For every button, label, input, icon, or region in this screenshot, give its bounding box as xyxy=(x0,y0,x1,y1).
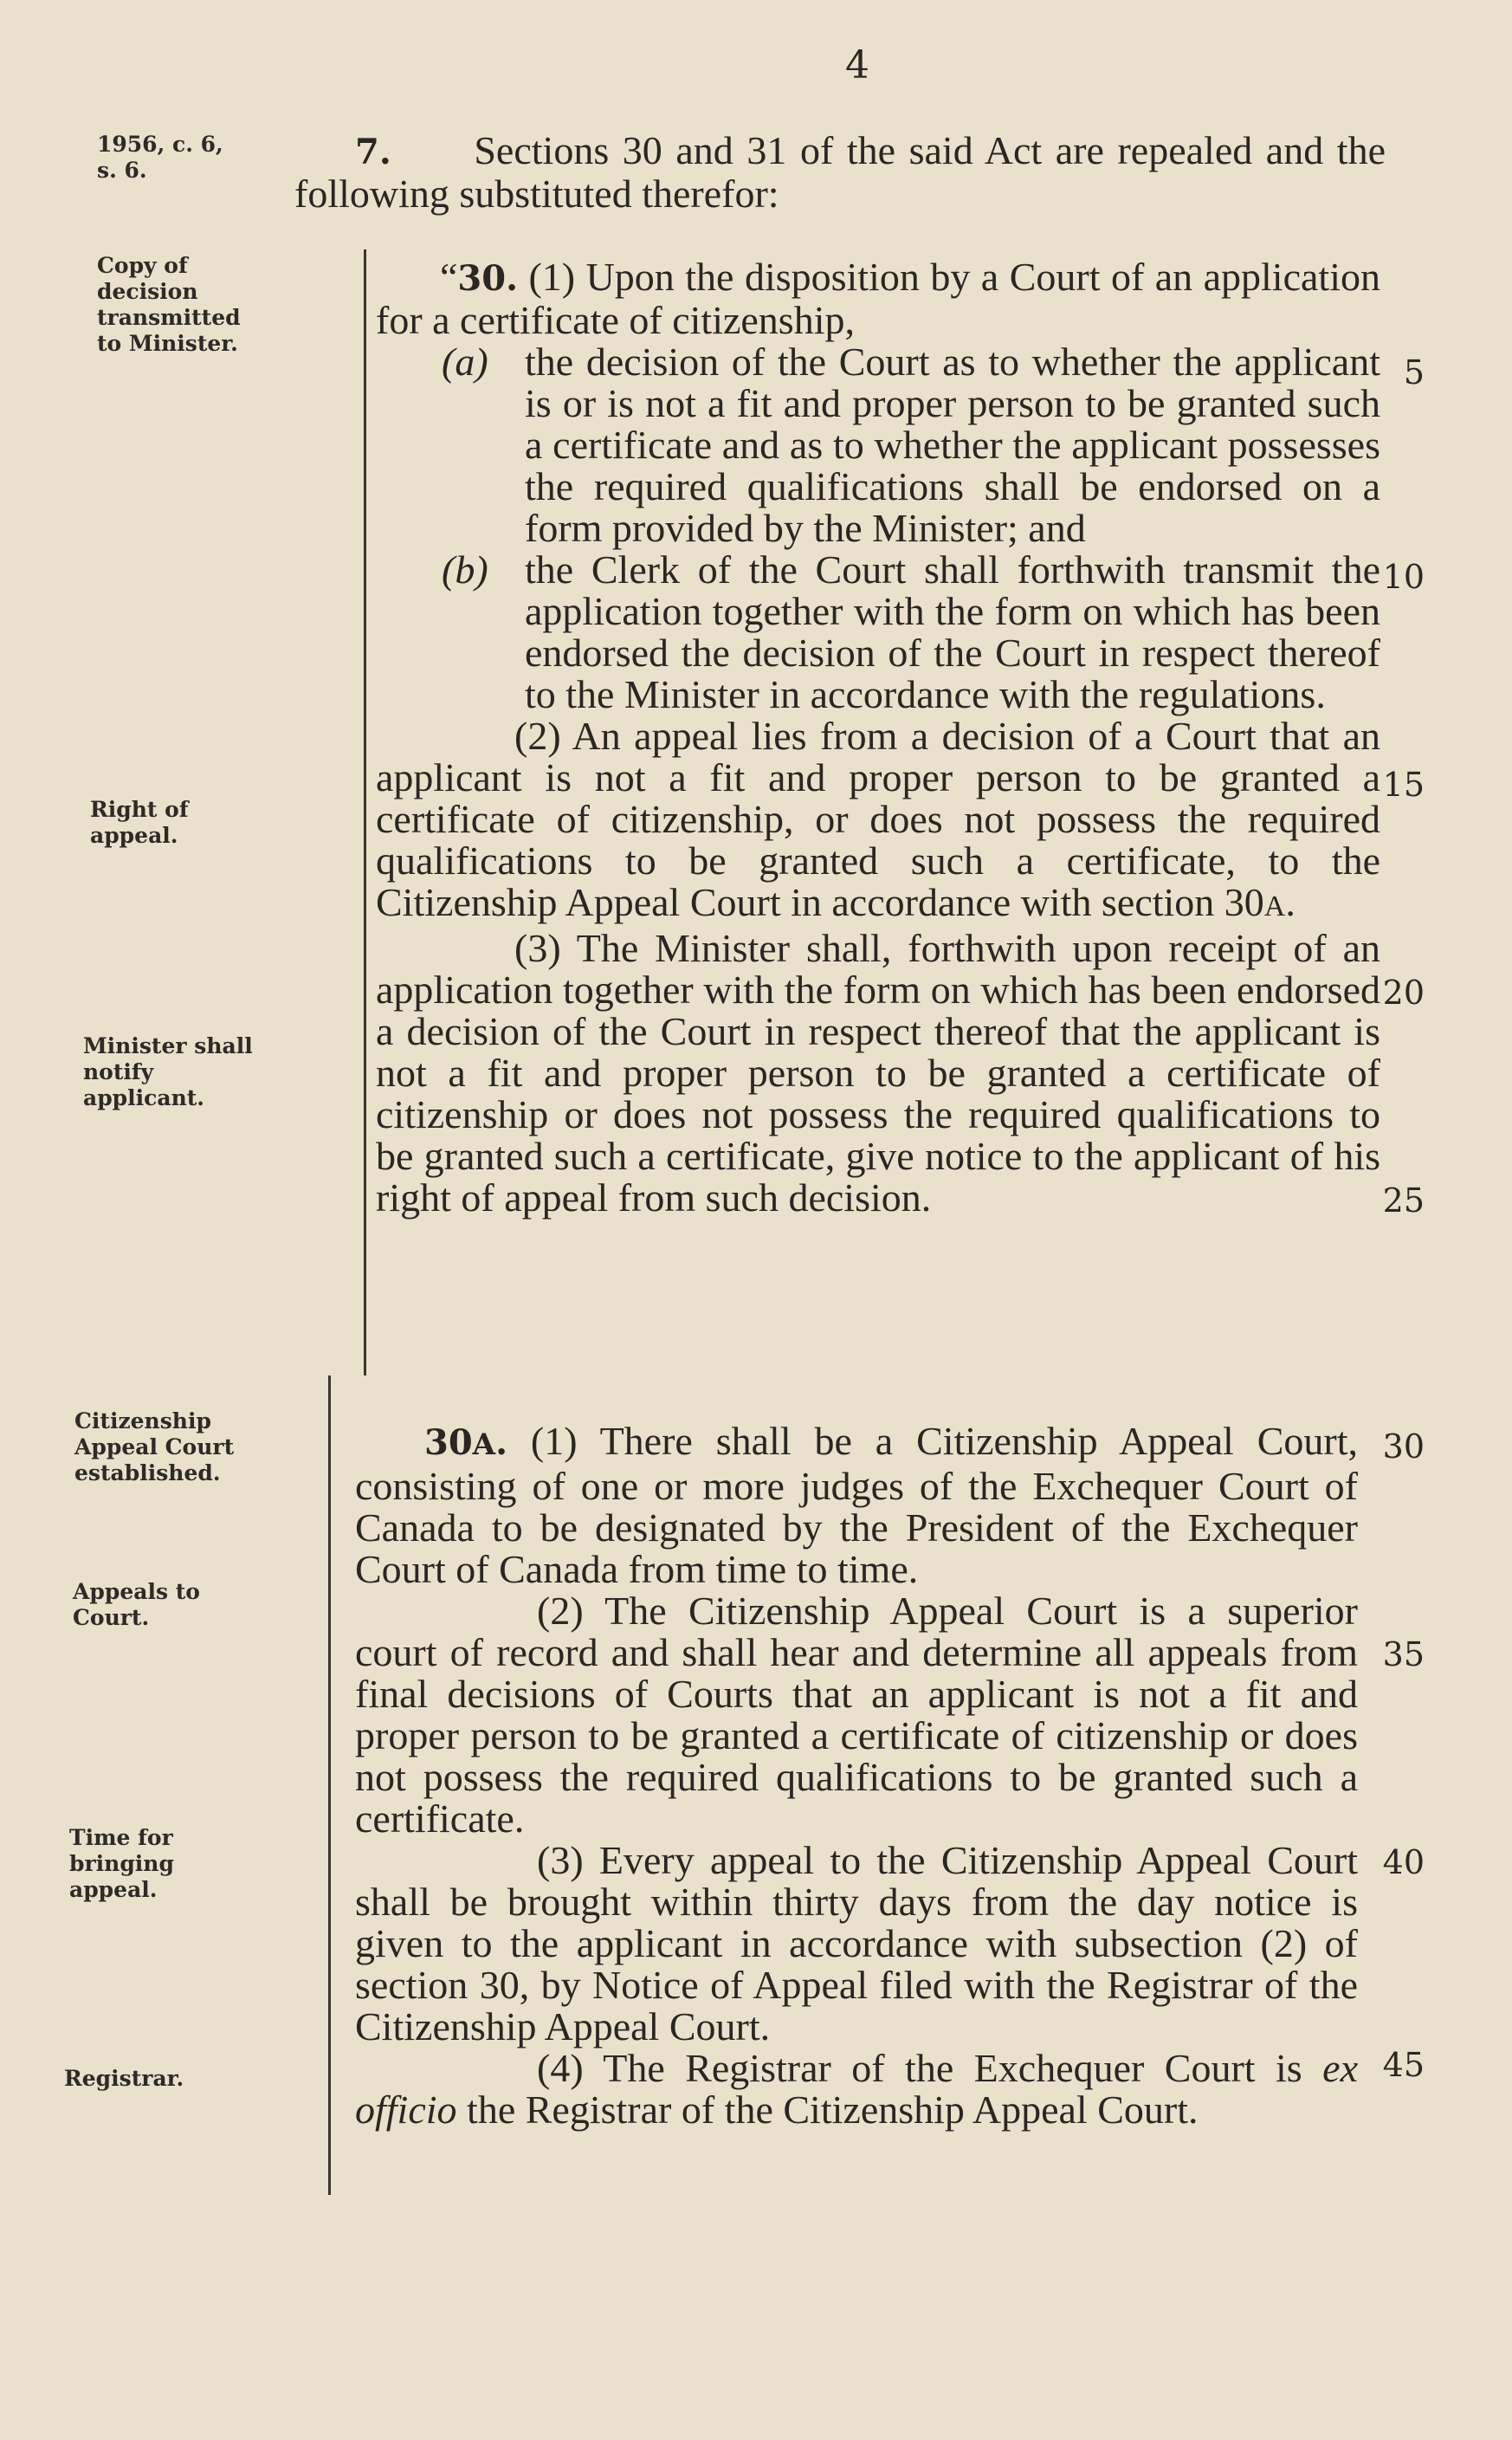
margin-note-appeals-court xyxy=(73,1579,200,1631)
margin-note-line: Court. xyxy=(73,1605,150,1630)
margin-note-line: transmitted xyxy=(97,305,241,330)
section-7 xyxy=(294,130,1386,215)
paragraph-text: the decision of the Court as to whether the applicant is or is not a fit and proper person to be granted such a certificate and as to whether the applicant possesses the required qualifications shall be endorsed on a form provided by the Minister; and xyxy=(525,340,1380,550)
margin-note-line: Minister shall xyxy=(83,1033,253,1058)
margin-note-line: established. xyxy=(74,1460,221,1485)
margin-note-line: Right of xyxy=(90,797,189,822)
line-number: 5 xyxy=(1403,353,1425,392)
margin-note-line: Copy of xyxy=(97,253,188,278)
italic-term: ex officio xyxy=(355,2046,1358,2132)
open-quote: “ xyxy=(440,255,458,299)
punctuation: . xyxy=(495,1422,507,1463)
margin-note-line: notify xyxy=(83,1059,154,1084)
section-suffix: A xyxy=(472,1427,496,1462)
margin-note-line: Appeal Court xyxy=(74,1434,235,1459)
section-30a xyxy=(355,1421,1358,2131)
margin-note-minister-notify xyxy=(83,1033,253,1111)
line-number: 40 xyxy=(1382,1843,1425,1881)
section-number: 30. xyxy=(457,258,519,299)
margin-note-right-appeal xyxy=(90,797,189,849)
subsection-text: (2) An appeal lies from a decision of a Court that an applicant is not a fit and proper person to be granted a certificate of citizenship, or does not possess the required qualifications to be granted such a certificate, to the Citizenship Appeal Court in accordance with section 30 xyxy=(376,714,1380,924)
page-number: 4 xyxy=(845,43,869,87)
margin-note-copy-decision xyxy=(97,253,241,357)
paragraph-text: the Clerk of the Court shall forthwith transmit the application together with the form on which has been endorsed the decision of the Court in respect thereof to the Minister in accordance with the regulations. xyxy=(525,547,1380,716)
margin-note-line: appeal. xyxy=(90,823,178,848)
margin-note-line: applicant. xyxy=(83,1085,205,1110)
subsection-text: (3) Every appeal to the Citizenship Appeal Court shall be brought within thirty days from the day notice is given to the applicant in accordance with subsection (2) of section 30, by Notice of Appeal filed with the Registrar of the Citizenship Appeal Court. xyxy=(355,1838,1358,2048)
line-number: 30 xyxy=(1382,1427,1425,1466)
margin-note-line: Registrar. xyxy=(64,2066,184,2091)
section-number: 30 xyxy=(424,1422,473,1463)
amendment-rule-lower xyxy=(328,1375,331,2195)
margin-note-line: Citizenship xyxy=(74,1408,211,1434)
margin-note-line: 1956, c. 6, xyxy=(97,132,223,157)
subsection-text: (3) The Minister shall, forthwith upon receipt of an application together with the form on which has been endorsed a decision of the Court in respect thereof that the applicant is not a fit and proper person to be granted a certificate of citizenship or does not possess the required qualifications to be granted such a certificate, give notice to the applicant of his right of appeal from such decision. xyxy=(376,926,1380,1220)
margin-note-line: bringing xyxy=(69,1851,174,1876)
subsection-text: (1) Upon the disposition by a Court of an application for a certificate of citizenship, xyxy=(376,255,1380,342)
line-number: 25 xyxy=(1382,1181,1425,1220)
margin-note-line: Time for xyxy=(69,1825,173,1850)
section-text: Sections 30 and 31 of the said Act are repealed and the following substituted therefor: xyxy=(294,128,1386,216)
margin-note-line: Appeals to xyxy=(73,1579,200,1604)
line-number: 35 xyxy=(1382,1635,1425,1673)
subsection-text: (1) There shall be a Citizenship Appeal Court, consisting of one or more judges of the Exchequer Court of Canada to be designated by the President of the Exchequer Court of Canada from time to time. xyxy=(355,1419,1358,1591)
amendment-rule-upper xyxy=(364,249,366,1375)
line-number: 10 xyxy=(1382,558,1425,596)
section-number: 7. xyxy=(355,132,391,172)
punctuation: . xyxy=(1285,880,1296,924)
section-suffix: A xyxy=(1263,890,1286,922)
margin-note-court-established xyxy=(74,1408,234,1486)
margin-note-line: to Minister. xyxy=(97,331,238,356)
margin-note-line: appeal. xyxy=(69,1877,158,1902)
paragraph-label: (b) xyxy=(442,547,488,592)
paragraph-label: (a) xyxy=(442,340,488,384)
section-30 xyxy=(376,256,1380,1219)
subsection-text: (2) The Citizenship Appeal Court is a superior court of record and shall hear and determine all appeals from final decisions of Courts that an applicant is not a fit and proper person to be granted a certificate of citizenship or does not possess the required qualifications to be granted such a certificate. xyxy=(355,1589,1358,1841)
subsection-text: (4) The Registrar of the Exchequer Court is xyxy=(537,2046,1302,2090)
line-number: 15 xyxy=(1382,766,1425,804)
margin-note-registrar xyxy=(64,2066,184,2092)
margin-note-citation xyxy=(97,132,223,184)
margin-note-line: decision xyxy=(97,279,198,304)
subsection-text: the Registrar of the Citizenship Appeal Court. xyxy=(456,2087,1199,2132)
line-number: 20 xyxy=(1382,974,1425,1012)
line-number: 45 xyxy=(1382,2046,1425,2084)
margin-note-line: s. 6. xyxy=(97,158,147,183)
margin-note-time-appeal xyxy=(69,1825,174,1903)
